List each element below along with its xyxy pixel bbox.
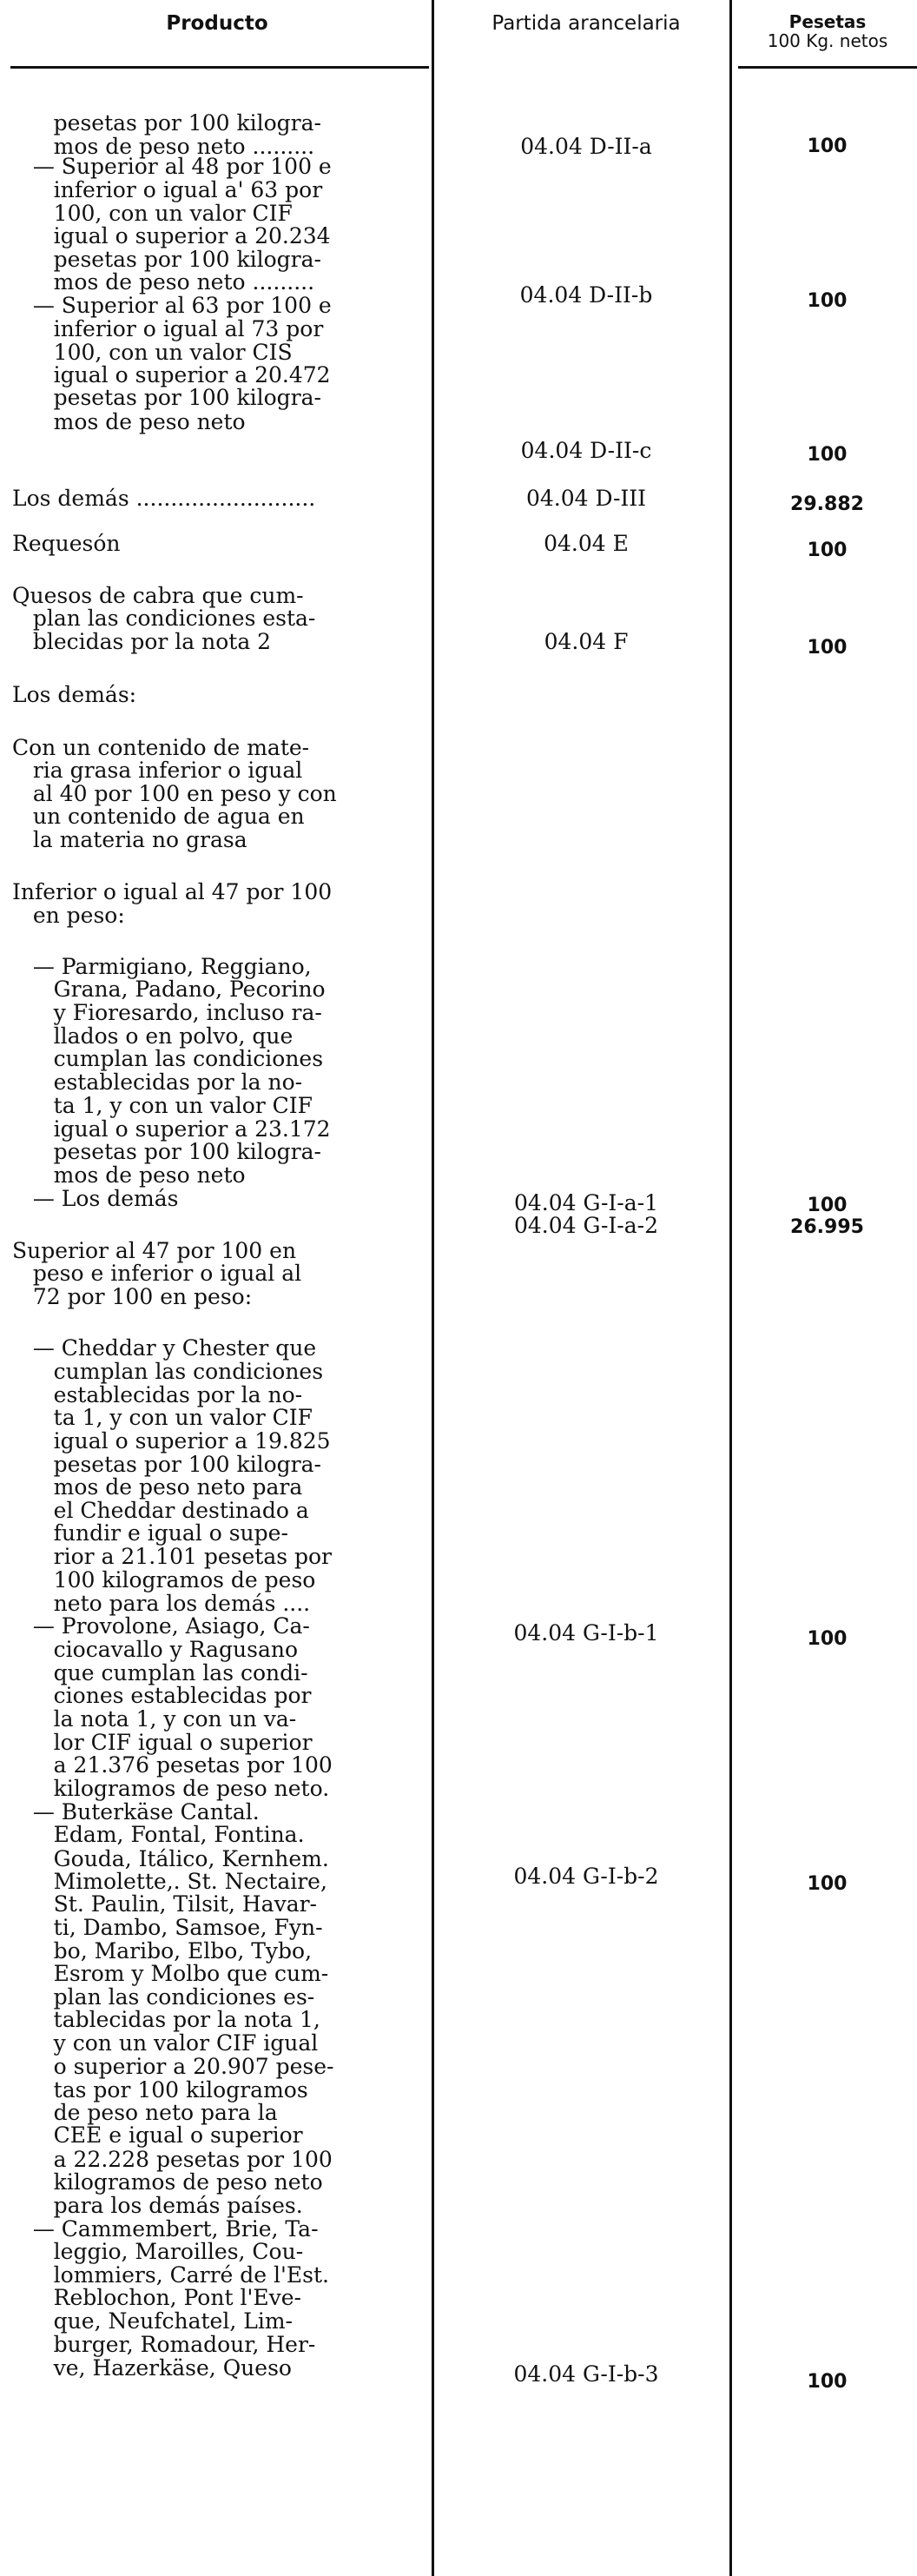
producto-line: a 21.376 pesetas por 100 [12, 1752, 333, 1778]
header-pesetas-line1: Pesetas [788, 11, 867, 32]
producto-line: pesetas por 100 kilogra- [12, 1139, 321, 1164]
producto-line: establecidas por la no- [12, 1069, 303, 1095]
header-rule-left [10, 66, 429, 69]
producto-line: — Cammembert, Brie, Ta- [12, 2216, 319, 2242]
producto-line: cumplan las condiciones [12, 1359, 324, 1384]
producto-line: 72 por 100 en peso: [12, 1284, 253, 1309]
producto-line: blecidas por la nota 2 [12, 629, 272, 654]
producto-line: plan las condiciones esta- [12, 606, 316, 631]
pesetas-g-i-a-2: 26.995 [790, 1216, 864, 1238]
header-partida: Partida arancelaria [491, 12, 681, 35]
producto-line: — Provolone, Asiago, Ca- [12, 1613, 310, 1639]
producto-line: tas por 100 kilogramos [12, 2077, 308, 2103]
producto-line: 100 kilogramos de peso [12, 1567, 316, 1593]
producto-line: mos de peso neto [12, 1162, 246, 1188]
partida-e: 04.04 E [544, 531, 629, 556]
partida-d-ii-a: 04.04 D-II-a [520, 134, 652, 159]
header-pesetas-line2: 100 Kg. netos [767, 30, 888, 51]
producto-line: establecidas por la no- [12, 1382, 303, 1407]
producto-line: el Cheddar destinado a [12, 1498, 309, 1523]
partida-d-ii-c: 04.04 D-II-c [520, 438, 652, 463]
partida-d-iii: 04.04 D-III [525, 486, 647, 511]
producto-line: pesetas por 100 kilogra- [12, 385, 321, 410]
producto-line: St. Paulin, Tilsit, Havar- [12, 1891, 318, 1917]
partida-f: 04.04 F [544, 629, 629, 654]
header-rule-right [738, 66, 917, 69]
producto-line: la nota 1, y con un va- [12, 1706, 297, 1732]
producto-line: peso e inferior o igual al [12, 1261, 302, 1286]
producto-line: ti, Dambo, Samsoe, Fyn- [12, 1915, 323, 1940]
producto-line: mos de peso neto para [12, 1474, 303, 1500]
producto-line: Los demás: [12, 682, 137, 707]
header-pesetas [738, 12, 917, 50]
producto-line: un contenido de agua en [12, 804, 305, 829]
producto-line: para los demás países. [12, 2193, 303, 2218]
producto-line: plan las condiciones es- [12, 1984, 315, 2010]
partida-d-ii-b: 04.04 D-II-b [519, 282, 653, 308]
partida-g-i-b-1: 04.04 G-I-b-1 [513, 1620, 659, 1646]
producto-line: neto para los demás .... [12, 1591, 311, 1616]
producto-line: Esrom y Molbo que cum- [12, 1961, 329, 1986]
partida-g-i-a-1: 04.04 G-I-a-1 [514, 1190, 658, 1215]
producto-line: al 40 por 100 en peso y con [12, 781, 337, 806]
pesetas-e: 100 [807, 540, 848, 561]
producto-line: ciocavallo y Ragusano [12, 1637, 299, 1662]
producto-line: y Fioresardo, incluso ra- [12, 1000, 322, 1025]
producto-line: Mimolette,. St. Nectaire, [12, 1869, 327, 1894]
producto-line: que cumplan las condi- [12, 1660, 308, 1685]
producto-line: lor CIF igual o superior [12, 1730, 313, 1755]
column-divider-2 [729, 0, 732, 2576]
producto-line: — Superior al 63 por 100 e [12, 293, 332, 318]
producto-line: Requesón [12, 531, 121, 556]
producto-line: Los demás .......................... [12, 486, 316, 511]
producto-line: ta 1, y con un valor CIF [12, 1093, 313, 1118]
producto-line: igual o superior a 20.472 [12, 362, 331, 387]
producto-line: rior a 21.101 pesetas por [12, 1544, 333, 1569]
producto-line: 100, con un valor CIF [12, 201, 293, 226]
producto-line: — Buterkäse Cantal. [12, 1799, 260, 1824]
producto-line: cumplan las condiciones [12, 1046, 324, 1071]
producto-line: ciones establecidas por [12, 1683, 312, 1708]
producto-line: mos de peso neto ......... [12, 134, 315, 159]
producto-line: igual o superior a 20.234 [12, 223, 331, 248]
producto-line: llados o en polvo, que [12, 1023, 294, 1049]
producto-line: a 22.228 pesetas por 100 [12, 2147, 333, 2172]
column-divider-1 [432, 0, 434, 2576]
partida-g-i-b-3: 04.04 G-I-b-3 [513, 2361, 659, 2387]
producto-line: que, Neufchatel, Lim- [12, 2308, 293, 2334]
pesetas-g-i-b-2: 100 [807, 1873, 848, 1895]
producto-line: pesetas por 100 kilogra- [12, 1452, 321, 1477]
producto-line: Inferior o igual al 47 por 100 [12, 879, 333, 904]
pesetas-g-i-b-1: 100 [807, 1628, 848, 1650]
producto-line: kilogramos de peso neto [12, 2169, 323, 2195]
producto-line: Reblochon, Pont l'Eve- [12, 2285, 301, 2310]
pesetas-d-ii-a: 100 [807, 136, 848, 157]
pesetas-g-i-a-1: 100 [807, 1195, 848, 1216]
partida-g-i-b-2: 04.04 G-I-b-2 [513, 1864, 659, 1889]
producto-line: CEE e igual o superior [12, 2122, 303, 2148]
pesetas-d-ii-c: 100 [807, 444, 848, 466]
producto-line: pesetas por 100 kilogra- [12, 110, 321, 136]
producto-line: — Los demás [12, 1186, 179, 1211]
pesetas-d-ii-b: 100 [807, 290, 848, 312]
producto-line: kilogramos de peso neto. [12, 1776, 330, 1801]
producto-line: ta 1, y con un valor CIF [12, 1405, 313, 1430]
producto-line: mos de peso neto ......... [12, 269, 315, 295]
producto-line: en peso: [12, 903, 125, 928]
producto-line: — Superior al 48 por 100 e [12, 154, 332, 179]
producto-line: de peso neto para la [12, 2100, 278, 2125]
producto-line: ria grasa inferior o igual [12, 758, 303, 783]
producto-line: pesetas por 100 kilogra- [12, 247, 321, 272]
producto-line: 100, con un valor CIS [12, 340, 293, 365]
producto-line: Gouda, Itálico, Kernhem. [12, 1846, 329, 1871]
producto-line: Grana, Padano, Pecorino [12, 977, 326, 1002]
producto-line: Quesos de cabra que cum- [12, 583, 304, 608]
producto-line: leggio, Maroilles, Cou- [12, 2239, 304, 2264]
pesetas-g-i-b-3: 100 [807, 2371, 848, 2393]
producto-line: ve, Hazerkäse, Queso [12, 2355, 292, 2381]
producto-line: mos de peso neto [12, 409, 246, 434]
producto-line: — Parmigiano, Reggiano, [12, 954, 312, 979]
producto-line: igual o superior a 19.825 [12, 1428, 331, 1454]
producto-line: Superior al 47 por 100 en [12, 1238, 297, 1263]
producto-line: fundir e igual o supe- [12, 1520, 288, 1546]
pesetas-d-iii: 29.882 [790, 493, 864, 515]
producto-line: — Cheddar y Chester que [12, 1335, 317, 1361]
producto-line: inferior o igual a' 63 por [12, 177, 323, 202]
producto-line: inferior o igual al 73 por [12, 316, 324, 341]
producto-line: bo, Maribo, Elbo, Tybo, [12, 1938, 313, 1963]
producto-line: Con un contenido de mate- [12, 735, 310, 760]
producto-line: la materia no grasa [12, 827, 247, 852]
header-producto: Producto [166, 12, 268, 35]
producto-line: tablecidas por la nota 1, [12, 2007, 320, 2032]
producto-line: igual o superior a 23.172 [12, 1116, 331, 1142]
producto-line: burger, Romadour, Her- [12, 2332, 316, 2357]
producto-line: lommiers, Carré de l'Est. [12, 2262, 329, 2288]
producto-line: Edam, Fontal, Fontina. [12, 1822, 305, 1847]
partida-g-i-a-2: 04.04 G-I-a-2 [514, 1213, 658, 1238]
pesetas-f: 100 [807, 637, 848, 659]
producto-line: y con un valor CIF igual [12, 2030, 319, 2056]
producto-line: o superior a 20.907 pese- [12, 2054, 334, 2079]
